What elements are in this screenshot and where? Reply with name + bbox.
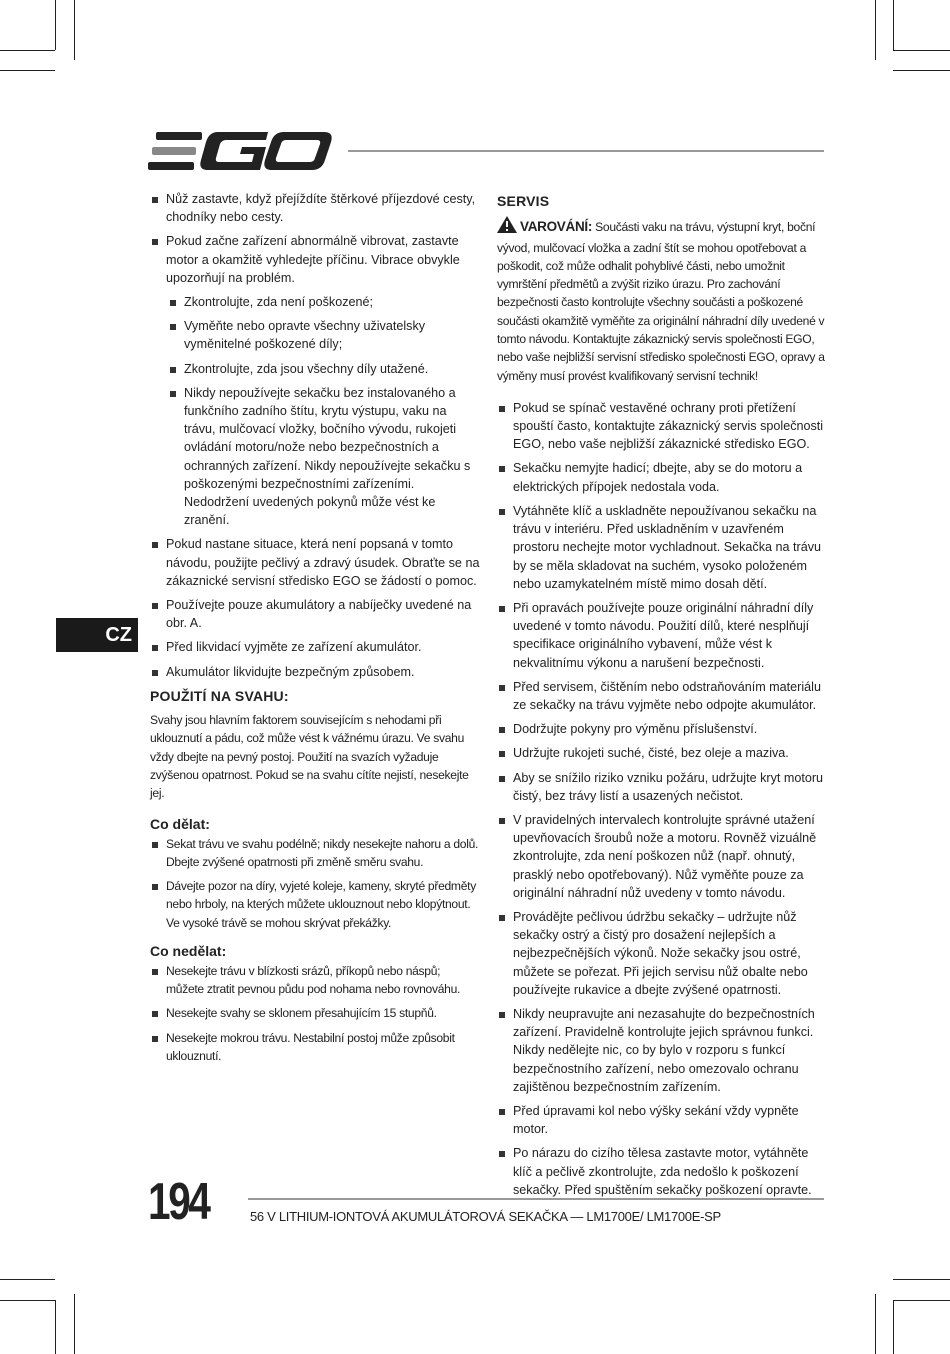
list-item: Sekat trávu ve svahu podélně; nikdy nesekejte nahoru a dolů. Dbejte zvýšené opatrnosti při změně směru svahu.: [150, 835, 480, 871]
list-item: Dávejte pozor na díry, vyjeté koleje, kameny, skryté předměty nebo hrboly, na kterých můžete uklouznout nebo klopýtnout. Ve vysoké trávě se mohou skrývat překážky.: [150, 877, 480, 932]
warning-label: VAROVÁNÍ:: [520, 219, 593, 235]
right-column: [497, 190, 825, 1205]
safety-list: [150, 190, 480, 287]
list-item: Udržujte rukojeti suché, čisté, bez oleje a maziva.: [497, 744, 825, 762]
crop-mark: [893, 1300, 894, 1354]
warning-block: [497, 216, 825, 385]
crop-mark: [893, 70, 950, 71]
list-item: Akumulátor likvidujte bezpečným způsobem.: [150, 663, 480, 681]
list-item: Zkontrolujte, zda jsou všechny díly utažené.: [168, 360, 480, 378]
crop-mark: [0, 50, 55, 51]
do-heading: Co dělat:: [150, 815, 210, 832]
footer-title: 56 V LITHIUM-IONTOVÁ AKUMULÁTOROVÁ SEKAČKA — LM1700E/ LM1700E-SP: [250, 1209, 721, 1224]
list-item: Zkontrolujte, zda není poškozené;: [168, 293, 480, 311]
page-number: 194: [148, 1173, 209, 1231]
crop-mark: [875, 1294, 876, 1354]
list-item: Vyměňte nebo opravte všechny uživatelsky vyměnitelné poškozené díly;: [168, 317, 480, 353]
list-item: Pokud nastane situace, která není popsaná v tomto návodu, použijte pečlivý a zdravý úsudek. Obraťte se na zákaznické servisní středisko EGO se žádostí o pomoc.: [150, 535, 480, 590]
list-item: Provádějte pečlivou údržbu sekačky – udržujte nůž sekačky ostrý a čistý pro dosažení nejlepších a nejbezpečnějších výkonů. Nože sekačky jsou ostré, můžete se pořezat. Při jejich servisu nůž obalte nebo používejte rukavice a dbejte zvýšené opatrnosti.: [497, 908, 825, 999]
crop-mark: [875, 0, 876, 60]
left-column: [150, 190, 480, 1071]
list-item: Nikdy neupravujte ani nezasahujte do bezpečnostních zařízení. Pravidelně kontrolujte jejich správnou funkci. Nikdy nedělejte nic, co by bylo v rozporu s funkcí bezpečnostního zařízení, nebo omezovalo ochranu zajištěnou bezpečnostním zařízením.: [497, 1005, 825, 1096]
service-heading: SERVIS: [497, 193, 550, 209]
sub-list: [168, 293, 480, 529]
safety-list-2: [150, 535, 480, 680]
list-item: Nesekejte svahy se sklonem přesahujícím 15 stupňů.: [150, 1004, 480, 1022]
list-item: Nesekejte mokrou trávu. Nestabilní postoj může způsobit uklouznutí.: [150, 1029, 480, 1065]
language-tab: [56, 618, 138, 652]
list-item: Nesekejte trávu v blízkosti srázů, příkopů nebo náspů; můžete ztratit pevnou půdu pod nohama nebo rovnováhu.: [150, 962, 480, 998]
list-item: Používejte pouze akumulátory a nabíječky uvedené na obr. A.: [150, 596, 480, 632]
list-item: Pokud začne zařízení abnormálně vibrovat, zastavte motor a okamžitě vyhledejte příčinu. Vibrace obvykle upozorňují na problém.: [150, 232, 480, 287]
footer-rule: [248, 1198, 824, 1200]
crop-mark: [893, 0, 894, 50]
language-code: CZ: [105, 624, 132, 646]
list-item: Aby se snížilo riziko vzniku požáru, udržujte kryt motoru čistý, bez trávy listí a usazených nečistot.: [497, 769, 825, 805]
dont-list: [150, 962, 480, 1065]
crop-mark: [55, 0, 56, 50]
crop-mark: [0, 70, 55, 71]
warning-icon: [497, 216, 517, 238]
list-item: Před servisem, čištěním nebo odstraňováním materiálu ze sekačky na trávu vyjměte nebo odpojte akumulátor.: [497, 678, 825, 714]
list-item: Dodržujte pokyny pro výměnu příslušenství.: [497, 720, 825, 738]
list-item: Po nárazu do cizího tělesa zastavte motor, vytáhněte klíč a pečlivě zkontrolujte, zda nedošlo k poškození sekačky. Před spuštěním sekačky poškození opravte.: [497, 1144, 825, 1199]
slope-paragraph: Svahy jsou hlavním faktorem souvisejícím s nehodami při uklouznutí a pádu, což může vést k vážnému úrazu. Ve svahu vždy dbejte na pevný postoj. Použití na svazích vyžaduje zvýšenou opatrnost. Pokud se na svahu cítíte nejistí, nesekejte jej.: [150, 713, 469, 801]
slope-heading: POUŽITÍ NA SVAHU:: [150, 687, 289, 704]
list-item: Při opravách používejte pouze originální náhradní díly uvedené v tomto návodu. Použití dílů, které nesplňují specifikace originálního vybavení, může vést k nekvalitnímu výkonu a narušení bezpečnosti.: [497, 599, 825, 672]
crop-mark: [893, 1279, 950, 1280]
crop-mark: [893, 1300, 950, 1301]
list-item: V pravidelných intervalech kontrolujte správné utažení upevňovacích šroubů nože a motoru. Rovněž vizuálně zkontrolujte, zda není poškozen nůž (např. ohnutý, prasklý nebo opotřebovaný). Nůž vyměňte pouze za originální náhradní nůž uvedeny v tomto návodu.: [497, 811, 825, 902]
crop-mark: [74, 1294, 75, 1354]
service-list: [497, 399, 825, 1199]
list-item: Nůž zastavte, když přejíždíte štěrkové příjezdové cesty, chodníky nebo cesty.: [150, 190, 480, 226]
crop-mark: [0, 1279, 55, 1280]
do-list: [150, 835, 480, 932]
list-item: Před likvidací vyjměte ze zařízení akumulátor.: [150, 638, 480, 656]
list-item: Nikdy nepoužívejte sekačku bez instalovaného a funkčního zadního štítu, krytu výstupu, vaku na trávu, mulčovací vložky, bočního vývodu, rukojeti ovládání motoru/nože nebo bezpečnostních a ochranných zařízení. Nikdy nepoužívejte sekačku s poškozenými bezpečnostními zařízeními. Nedodržení uvedených pokynů může vést ke zranění.: [168, 384, 480, 530]
crop-mark: [893, 50, 950, 51]
warning-text: Součásti vaku na trávu, výstupní kryt, boční vývod, mulčovací vložka a zadní štít se mohou opotřebovat a poškodit, což může odhalit pohyblivé části, nebo umožnit vymrštění předmětů a zvýšit riziko úrazu. Pro zachování bezpečnosti často kontrolujte všechny součásti a poškozené součásti okamžitě vyměňte za originální náhradní díly uvedené v tomto návodu. Kontaktujte zákaznický servis společnosti EGO, nebo vaše nejbližší servisní středisko společnosti EGO, opravy a výměny musí provést kvalifikovaný servisní technik!: [497, 220, 825, 383]
crop-mark: [0, 1300, 55, 1301]
crop-mark: [55, 1300, 56, 1354]
ego-logo: [148, 128, 332, 174]
dont-heading: Co nedělat:: [150, 942, 227, 959]
list-item: Vytáhněte klíč a uskladněte nepoužívanou sekačku na trávu v interiéru. Před uskladněním v uzavřeném prostoru nechejte motor vychladnout. Sekačka na trávu by se měla skladovat na suchém, vysoko položeném nebo uzamykatelném místě mimo dosah dětí.: [497, 502, 825, 593]
list-item: Sekačku nemyjte hadicí; dbejte, aby se do motoru a elektrických přípojek nedostala voda.: [497, 459, 825, 495]
list-item: Před úpravami kol nebo výšky sekání vždy vypněte motor.: [497, 1102, 825, 1138]
crop-mark: [74, 0, 75, 60]
list-item: Pokud se spínač vestavěné ochrany proti přetížení spouští často, kontaktujte zákaznický servis společnosti EGO, nebo vaše nejbližší zákaznické středisko EGO.: [497, 399, 825, 454]
header-rule: [348, 150, 824, 152]
